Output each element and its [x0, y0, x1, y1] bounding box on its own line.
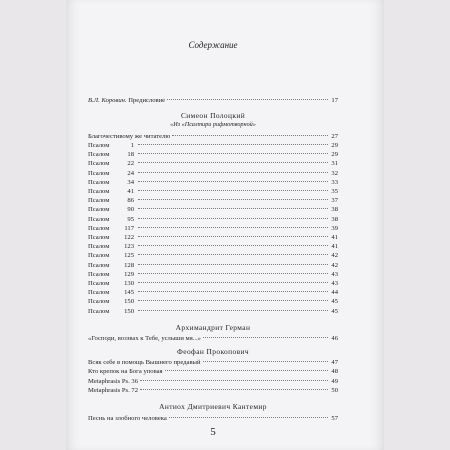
psalm-number: 150 [124, 298, 134, 306]
psalm-entry [88, 178, 338, 187]
psalm-entry [88, 205, 338, 214]
psalm-entry [88, 261, 338, 270]
psalm-entry [88, 169, 338, 178]
psalm-entry [88, 141, 338, 150]
psalm-word: Псалом [88, 169, 110, 177]
toc-entry [88, 367, 338, 376]
psalm-number: 86 [127, 197, 134, 205]
leader-dots [138, 227, 328, 228]
psalm-number: 128 [124, 261, 134, 269]
toc-entry [88, 377, 338, 386]
entry-title [88, 297, 118, 306]
leader-dots [172, 135, 328, 136]
leader-dots [203, 337, 328, 338]
entry-title: Всяк себе в помощь Вышнего предавый [88, 359, 201, 366]
entry-title [88, 233, 118, 242]
psalm-number: 22 [127, 160, 134, 168]
section-heading: Симеон Полоцкий [180, 111, 246, 120]
psalm-word: Псалом [88, 206, 110, 214]
entry-title: Metaphrasis Ps. 36 [88, 377, 139, 385]
psalm-entry [88, 224, 338, 233]
psalm-number: 122 [124, 234, 134, 241]
page-number: 42 [331, 252, 338, 260]
leader-dots [138, 264, 328, 265]
preface-label: Предисловие [128, 97, 166, 104]
psalm-entry [88, 270, 338, 279]
psalm-number: 18 [127, 151, 134, 159]
leader-dots [138, 181, 328, 182]
psalm-word: Псалом [88, 178, 110, 186]
psalm-word: Псалом [88, 261, 110, 269]
psalm-word: Псалом [88, 307, 110, 315]
entry-title [88, 150, 118, 159]
page-number: 43 [331, 270, 338, 278]
page-number: 48 [331, 368, 338, 376]
leader-dots [138, 282, 328, 283]
psalm-entry [88, 215, 338, 224]
leader-dots [138, 310, 328, 311]
psalm-entry [88, 251, 338, 260]
page-number: 57 [331, 415, 338, 422]
page-number: 42 [331, 261, 338, 269]
page-number: 45 [331, 307, 338, 315]
leader-dots [138, 162, 328, 163]
psalm-entry [88, 242, 338, 251]
psalm-word: Псалом [88, 289, 110, 297]
leader-dots [138, 144, 328, 145]
entry-title [88, 307, 118, 316]
psalm-number: 117 [124, 224, 134, 232]
entry-title [88, 205, 118, 214]
entry-title [88, 178, 118, 187]
leader-dots [138, 172, 328, 173]
leader-dots [140, 389, 328, 390]
leader-dots [138, 199, 328, 200]
page-number: 45 [331, 298, 338, 306]
psalm-entry [88, 150, 338, 159]
psalm-word: Псалом [88, 224, 110, 232]
psalm-entry [88, 307, 338, 316]
section-subtitle: «Из «Псалтири рифмотворной» [170, 121, 256, 128]
psalm-word: Псалом [88, 215, 110, 223]
page-number: 17 [331, 97, 338, 104]
entry-title [88, 242, 118, 251]
psalm-entry [88, 288, 338, 297]
psalm-word: Псалом [88, 160, 110, 168]
page-number: 35 [331, 188, 338, 195]
psalm-number: 34 [127, 178, 134, 186]
toc-entry [88, 386, 338, 395]
entry-title [88, 159, 118, 168]
psalm-entry [88, 233, 338, 242]
entry-title [88, 141, 118, 150]
entry-title: Кто крепок на Бога уповая [88, 368, 163, 376]
leader-dots [203, 361, 328, 362]
page-number: 47 [331, 359, 338, 366]
psalm-number: 130 [124, 280, 134, 287]
entry-title: «Господи, воззвах к Тебе, услыши мя...» [88, 335, 201, 342]
leader-dots [138, 254, 328, 255]
leader-dots [138, 273, 328, 274]
entry-title: Благочестивому же читателю [88, 133, 171, 140]
psalm-number: 145 [124, 289, 134, 297]
psalm-word: Псалом [88, 188, 110, 195]
entry-title [88, 224, 118, 233]
leader-dots [138, 245, 328, 246]
entry-title [88, 187, 118, 196]
page-folio: 5 [210, 426, 216, 438]
page-number: 27 [331, 133, 338, 140]
page-number: 38 [331, 206, 338, 214]
leader-dots [138, 218, 328, 219]
entry-title [88, 279, 118, 288]
page-number: 29 [331, 142, 338, 149]
entry-title [88, 196, 118, 205]
page-number: 46 [331, 335, 338, 342]
preface-author: В.Л. Коровин. [88, 97, 127, 104]
leader-dots [167, 99, 328, 100]
page-number: 44 [331, 289, 338, 297]
psalm-word: Псалом [88, 280, 110, 287]
psalm-entry [88, 159, 338, 168]
psalm-entry [88, 279, 338, 288]
psalm-entry [88, 297, 338, 306]
psalm-entry [88, 187, 338, 196]
entry-title: Metaphrasis Ps. 72 [88, 387, 139, 395]
psalm-number: 129 [124, 270, 134, 278]
leader-dots [138, 300, 328, 301]
leader-dots [138, 236, 328, 237]
leader-dots [138, 208, 328, 209]
leader-dots [140, 380, 328, 381]
page-number: 38 [331, 215, 338, 223]
psalm-word: Псалом [88, 243, 110, 251]
preface-entry [88, 96, 338, 105]
leader-dots [138, 291, 328, 292]
page-number: 37 [331, 197, 338, 205]
psalm-word: Псалом [88, 270, 110, 278]
page-number: 49 [331, 377, 338, 385]
psalm-number: 150 [124, 307, 134, 315]
psalm-word: Псалом [88, 234, 110, 241]
page-number: 31 [331, 160, 338, 168]
page-number: 33 [331, 178, 338, 186]
section-heading: Архимандрит Герман [175, 323, 251, 332]
leader-dots [138, 153, 328, 154]
psalm-number: 90 [127, 206, 134, 214]
entry-title [88, 288, 118, 297]
page-number: 50 [331, 387, 338, 395]
psalm-number: 41 [127, 188, 134, 195]
psalm-word: Псалом [88, 298, 110, 306]
section-heading: Феофан Прокопович [177, 347, 249, 356]
page-number: 41 [331, 243, 338, 251]
toc-entry [88, 132, 338, 141]
entry-title [88, 169, 118, 178]
leader-dots [138, 190, 328, 191]
leader-dots [165, 370, 328, 371]
psalm-number: 125 [124, 252, 134, 260]
psalm-number: 95 [127, 215, 134, 223]
page-number: 39 [331, 224, 338, 232]
toc-entry [88, 358, 338, 367]
toc-entry [88, 414, 338, 423]
psalm-word: Псалом [88, 142, 110, 149]
page-number: 43 [331, 280, 338, 287]
psalm-number: 1 [130, 142, 134, 149]
page-number: 41 [331, 234, 338, 241]
leader-dots [169, 417, 328, 418]
entry-title: Песнь на злобного человека [88, 415, 167, 422]
psalm-number: 24 [127, 169, 134, 177]
psalm-entry [88, 196, 338, 205]
psalm-word: Псалом [88, 252, 110, 260]
entry-title [88, 251, 118, 260]
entry-title [88, 261, 118, 270]
psalm-word: Псалом [88, 151, 110, 159]
entry-title [88, 270, 118, 279]
psalm-number: 123 [124, 243, 134, 251]
page-title: Содержание [188, 40, 238, 50]
section-heading: Антиох Дмитриевич Кантемир [159, 402, 267, 411]
page-number: 29 [331, 151, 338, 159]
entry-title [88, 215, 118, 224]
toc-entry [88, 334, 338, 343]
psalm-word: Псалом [88, 197, 110, 205]
page-number: 32 [331, 169, 338, 177]
